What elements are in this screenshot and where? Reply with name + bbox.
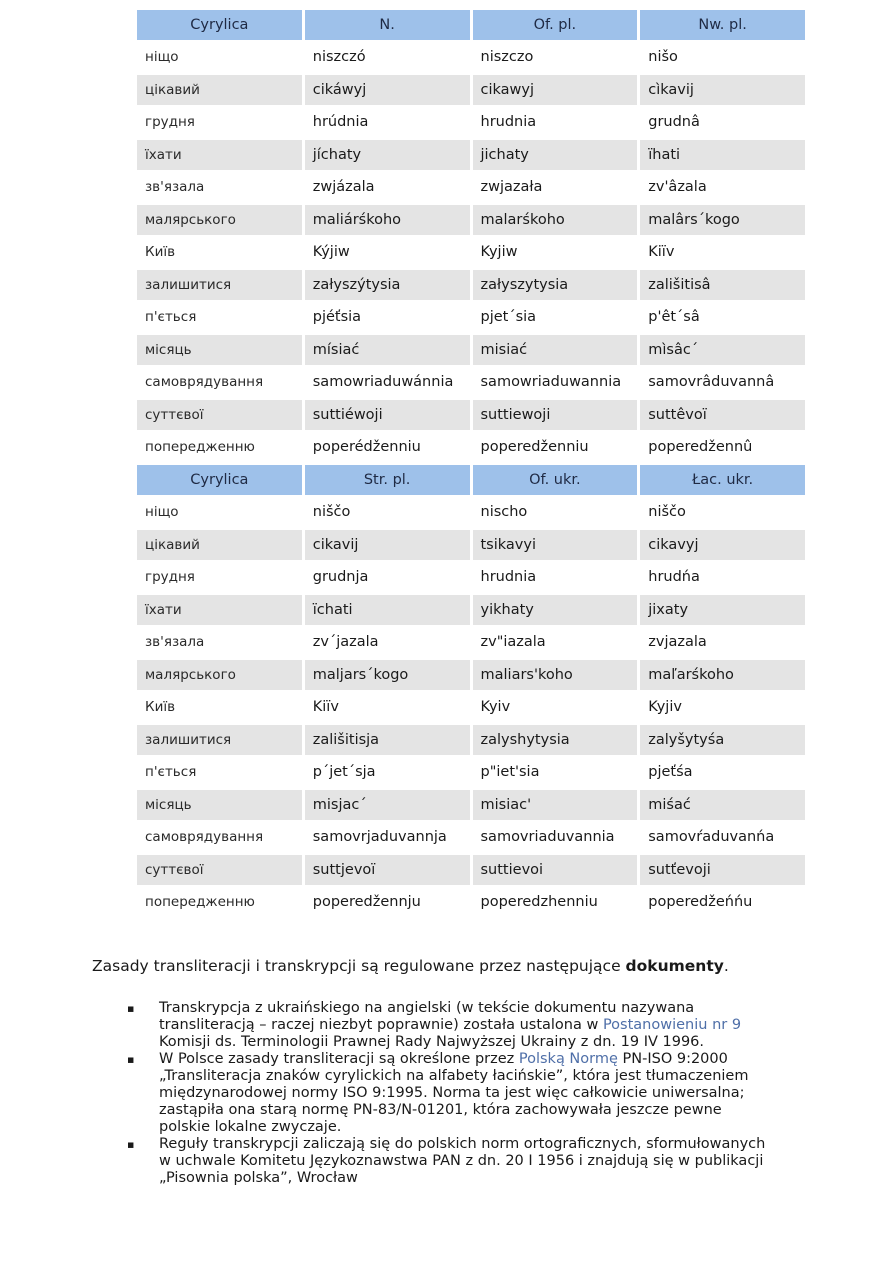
transliteration-table-1 [134,10,808,465]
table-row [137,303,805,336]
transliteration-cell: pjet´sia [473,303,638,336]
cyrillic-cell: п'ється [137,758,302,791]
bullet-icon: ▪ [127,1138,135,1151]
transliteration-cell: cikavyj [640,530,805,563]
transliteration-cell: suttievoi [473,855,638,888]
transliteration-cell: grudnâ [640,108,805,141]
transliteration-cell: mísiać [305,335,470,368]
cyrillic-cell: малярського [137,660,302,693]
transliteration-cell: maliárśkoho [305,205,470,238]
transliteration-cell: cikáwyj [305,75,470,108]
table-row [137,888,805,921]
cyrillic-cell: зв'язала [137,173,302,206]
transliteration-cell: suttiewoji [473,400,638,433]
table-row [137,855,805,888]
transliteration-cell: zwjázala [305,173,470,206]
transliteration-cell: nischo [473,498,638,531]
table-row [137,368,805,401]
table-row [137,823,805,856]
transliteration-table-2 [134,465,808,920]
intro-bold-word: dokumenty [625,957,724,975]
cyrillic-cell: грудня [137,563,302,596]
cyrillic-cell: самоврядування [137,823,302,856]
cyrillic-cell: суттєвої [137,855,302,888]
header-str-pl: Str. pl. [305,465,470,498]
table-row [137,660,805,693]
transliteration-cell: misjac´ [305,790,470,823]
table-row [137,140,805,173]
list-item [127,1136,767,1187]
transliteration-cell: ïchati [305,595,470,628]
table-row [137,595,805,628]
table-row [137,270,805,303]
list-item [127,1000,767,1051]
transliteration-cell: maľarśkoho [640,660,805,693]
table-row [137,758,805,791]
transliteration-cell: niščo [305,498,470,531]
transliteration-cell: samovrjaduvannja [305,823,470,856]
transliteration-cell: zwjazała [473,173,638,206]
list-item [127,1051,767,1136]
table-header-row [137,10,805,43]
cyrillic-cell: ніщо [137,498,302,531]
transliteration-cell: zališitisja [305,725,470,758]
transliteration-cell: malârs´kogo [640,205,805,238]
postanowienie-link[interactable]: Postanowieniu nr 9 [602,1017,742,1033]
list-item-text: W Polsce zasady transliteracji są określone przez [159,1051,519,1067]
header-of-pl: Of. pl. [473,10,638,43]
cyrillic-cell: залишитися [137,725,302,758]
transliteration-cell: misiać [473,335,638,368]
transliteration-cell: p'êt´sâ [640,303,805,336]
transliteration-cell: zalyšytyśa [640,725,805,758]
cyrillic-cell: суттєвої [137,400,302,433]
table-row [137,498,805,531]
transliteration-cell: sutťevoji [640,855,805,888]
transliteration-cell: poperédženniu [305,433,470,466]
transliteration-cell: pjeťśa [640,758,805,791]
transliteration-cell: suttjevoï [305,855,470,888]
list-item-text-cont: Komisji ds. Terminologii Prawnej Rady Najwyższej Ukrainy z dn. 19 IV 1996. [159,1034,705,1050]
transliteration-cell: niščo [640,498,805,531]
cyrillic-cell: цікавий [137,530,302,563]
transliteration-cell: zvjazala [640,628,805,661]
transliteration-cell: poperedžennju [305,888,470,921]
transliteration-cell: maljars´kogo [305,660,470,693]
transliteration-cell: hrudnia [473,108,638,141]
cyrillic-cell: п'ється [137,303,302,336]
cyrillic-cell: Київ [137,693,302,726]
transliteration-cell: samovrâduvannâ [640,368,805,401]
transliteration-cell: samovriaduvannia [473,823,638,856]
transliteration-cell: poperedženniu [473,433,638,466]
transliteration-cell: hrudnia [473,563,638,596]
cyrillic-cell: залишитися [137,270,302,303]
table-row [137,790,805,823]
transliteration-cell: jíchaty [305,140,470,173]
cyrillic-cell: їхати [137,140,302,173]
transliteration-cell: niszczo [473,43,638,76]
table-row [137,75,805,108]
list-item-text-cont: PN-ISO 9:2000 „Transliteracja znaków cyrylickich na alfabety łacińskie”, która jest tłumaczeniem międzynarodowej normy ISO 9:1995. Norma ta jest więc całkowicie uniwersalna; zastąpiła ona starą normę PN-83/N-01201, która zachowywała jeszcze pewne polskie lokalne zwyczaje. [159,1051,749,1135]
transliteration-cell: cikawyj [473,75,638,108]
transliteration-cell: tsikavyi [473,530,638,563]
list-item-text: Reguły transkrypcji zaliczają się do polskich norm ortograficznych, sformułowanych w uchwale Komitetu Językoznawstwa PAN z dn. 20 I 1956 i znajdują się w publikacji „Pisownia polska”, Wrocław [159,1136,766,1186]
table-row [137,693,805,726]
table-row [137,43,805,76]
transliteration-tables [137,10,805,920]
header-n: N. [305,10,470,43]
transliteration-cell: zalyshytysia [473,725,638,758]
transliteration-cell: zv'âzala [640,173,805,206]
cyrillic-cell: цікавий [137,75,302,108]
transliteration-cell: samowriaduwánnia [305,368,470,401]
intro-text: Zasady transliteracji i transkrypcji są regulowane przez następujące [92,957,626,975]
cyrillic-cell: самоврядування [137,368,302,401]
transliteration-cell: cìkavij [640,75,805,108]
transliteration-cell: grudnja [305,563,470,596]
table-row [137,400,805,433]
transliteration-cell: hrudńa [640,563,805,596]
cyrillic-cell: Київ [137,238,302,271]
header-nw-pl: Nw. pl. [640,10,805,43]
cyrillic-cell: ніщо [137,43,302,76]
transliteration-cell: mìsâc´ [640,335,805,368]
transliteration-cell: p´jet´sja [305,758,470,791]
table-row [137,335,805,368]
cyrillic-cell: грудня [137,108,302,141]
cyrillic-cell: малярського [137,205,302,238]
transliteration-cell: zv´jazala [305,628,470,661]
polska-norma-link[interactable]: Polską Normę [518,1051,618,1067]
table-row [137,205,805,238]
table-header-row [137,465,805,498]
transliteration-cell: miśać [640,790,805,823]
rules-list [127,1000,767,1187]
table-row [137,628,805,661]
header-cyrylica: Cyrylica [137,10,302,43]
cyrillic-cell: попередженню [137,888,302,921]
transliteration-cell: suttêvoï [640,400,805,433]
intro-paragraph [92,957,852,975]
table-row [137,173,805,206]
transliteration-cell: p"iet'sia [473,758,638,791]
transliteration-cell: Kýjiw [305,238,470,271]
transliteration-cell: jixaty [640,595,805,628]
transliteration-cell: hrúdnia [305,108,470,141]
table-row [137,530,805,563]
header-lac-ukr: Łac. ukr. [640,465,805,498]
cyrillic-cell: місяць [137,335,302,368]
table-row [137,433,805,466]
transliteration-cell: yikhaty [473,595,638,628]
transliteration-cell: Kiïv [305,693,470,726]
list-item-text: Transkrypcja z ukraińskiego na angielski (w tekście dokumentu nazywana transliteracją – raczej niezbyt poprawnie) została ustalona w [159,1000,695,1033]
transliteration-cell: Kyiv [473,693,638,726]
header-of-ukr: Of. ukr. [473,465,638,498]
transliteration-cell: jichaty [473,140,638,173]
table-row [137,725,805,758]
cyrillic-cell: попередженню [137,433,302,466]
transliteration-cell: załyszytysia [473,270,638,303]
bullet-icon: ▪ [127,1053,135,1066]
transliteration-cell: poperedžennû [640,433,805,466]
transliteration-cell: poperedžeńńu [640,888,805,921]
header-cyrylica: Cyrylica [137,465,302,498]
transliteration-cell: poperedzhenniu [473,888,638,921]
transliteration-cell: pjéťsia [305,303,470,336]
transliteration-cell: malarśkoho [473,205,638,238]
transliteration-cell: zališitisâ [640,270,805,303]
cyrillic-cell: місяць [137,790,302,823]
transliteration-cell: samowriaduwannia [473,368,638,401]
transliteration-cell: Kyjiw [473,238,638,271]
transliteration-cell: Kyjiv [640,693,805,726]
intro-end: . [723,957,729,975]
transliteration-cell: suttiéwoji [305,400,470,433]
transliteration-cell: nišo [640,43,805,76]
transliteration-cell: misiac' [473,790,638,823]
bullet-icon: ▪ [127,1002,135,1015]
transliteration-cell: zv"iazala [473,628,638,661]
transliteration-cell: niszczó [305,43,470,76]
table-row [137,563,805,596]
transliteration-cell: cikavij [305,530,470,563]
cyrillic-cell: зв'язала [137,628,302,661]
transliteration-cell: Kiïv [640,238,805,271]
transliteration-cell: maliars'koho [473,660,638,693]
cyrillic-cell: їхати [137,595,302,628]
transliteration-cell: ïhati [640,140,805,173]
transliteration-cell: samovŕaduvanńa [640,823,805,856]
table-row [137,108,805,141]
transliteration-cell: załyszýtysia [305,270,470,303]
table-row [137,238,805,271]
